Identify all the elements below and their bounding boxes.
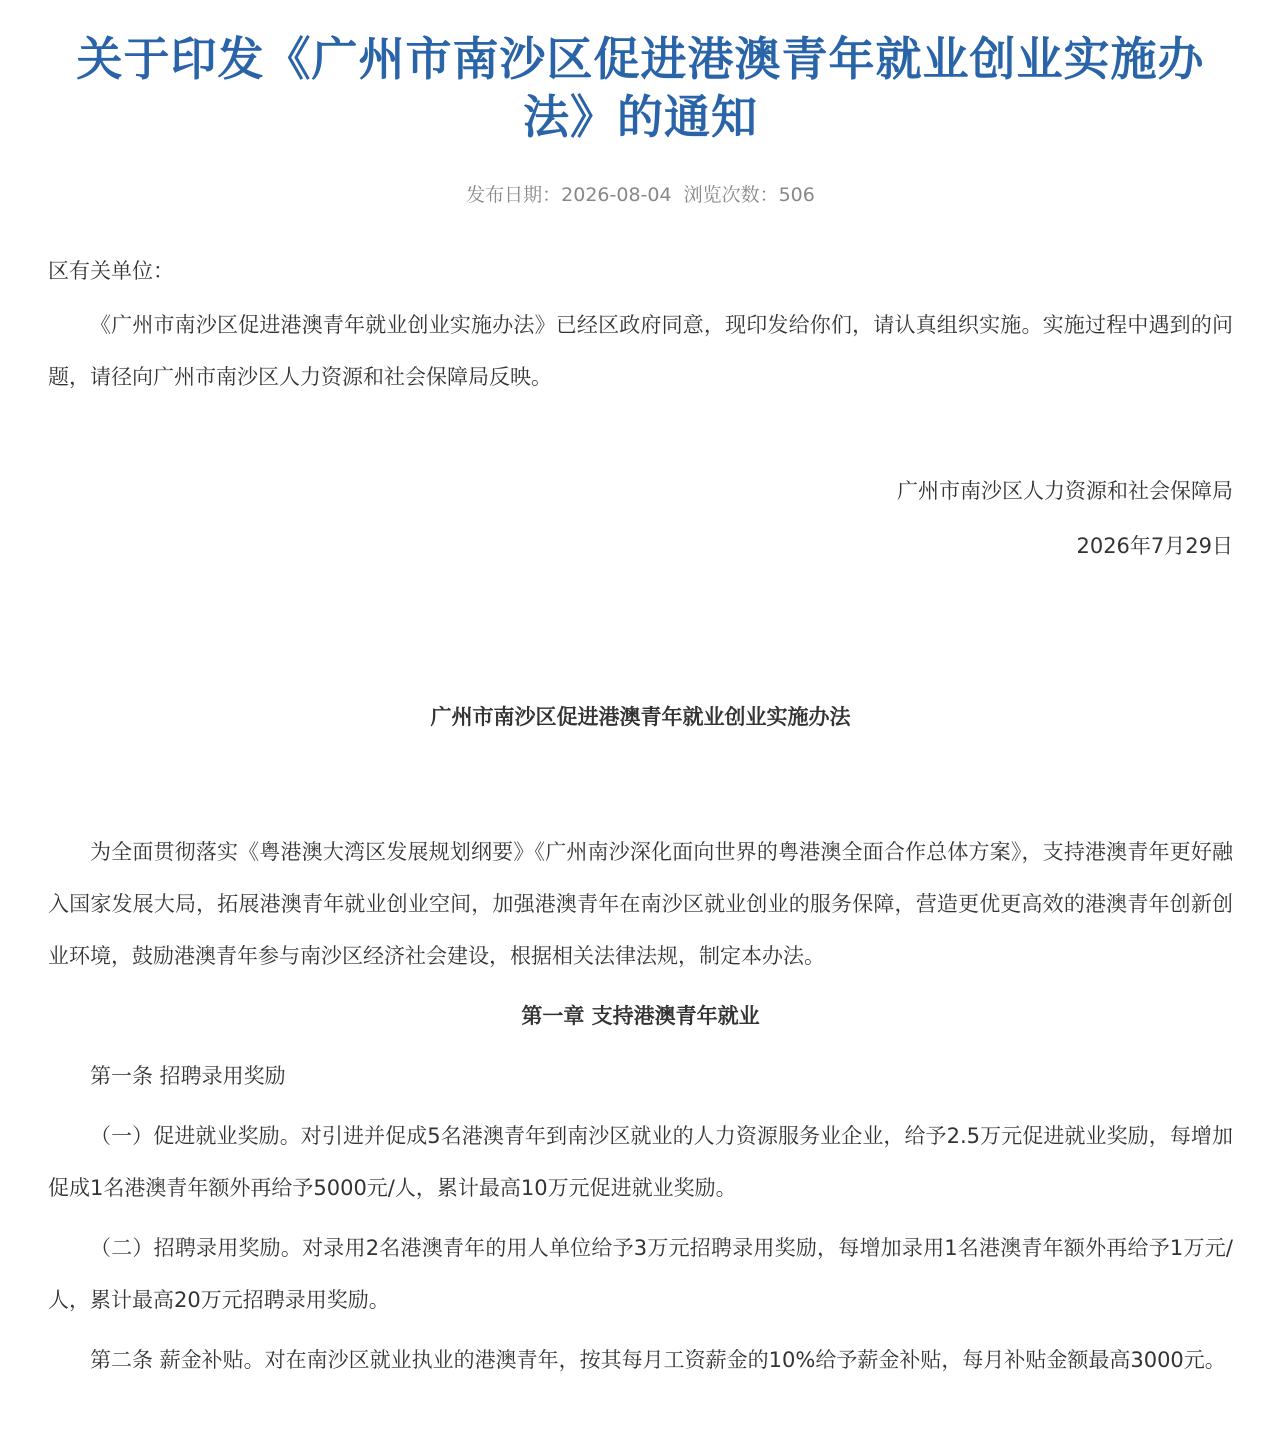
measures-title: 广州市南沙区促进港澳青年就业创业实施办法 xyxy=(430,705,851,729)
article-2: 第二条 薪金补贴。对在南沙区就业执业的港澳青年，按其每月工资薪金的10%给予薪金补贴，每月补贴金额最高3000元。 xyxy=(90,1348,1226,1372)
views-label: 浏览次数： xyxy=(683,184,779,206)
page-title-line1: 关于印发《广州市南沙区促进港澳青年就业创业实施办 xyxy=(76,32,1205,86)
notice-body: 《广州市南沙区促进港澳青年就业创业实施办法》已经区政府同意，现印发给你们，请认真组织实施。实施过程中遇到的问题，请径向广州市南沙区人力资源和社会保障局反映。 xyxy=(48,313,1233,389)
article-1-title: 第一条 招聘录用奖励 xyxy=(90,1064,286,1088)
article-1-item-2: （二）招聘录用奖励。对录用2名港澳青年的用人单位给予3万元招聘录用奖励，每增加录用1名港澳青年额外再给予1万元/人，累计最高20万元招聘录用奖励。 xyxy=(48,1236,1233,1312)
publish-date: 2026-08-04 xyxy=(561,184,672,206)
measures-preamble: 为全面贯彻落实《粤港澳大湾区发展规划纲要》《广州南沙深化面向世界的粤港澳全面合作总体方案》，支持港澳青年更好融入国家发展大局，拓展港澳青年就业创业空间，加强港澳青年在南沙区就业创业的服务保障，营造更优更高效的港澳青年创新创业环境，鼓励港澳青年参与南沙区经济社会建设，根据相关法律法规，制定本办法。 xyxy=(48,840,1233,968)
issuer-signature: 广州市南沙区人力资源和社会保障局 xyxy=(897,479,1233,503)
views-count: 506 xyxy=(778,184,815,206)
publish-date-label: 发布日期： xyxy=(466,184,562,206)
salutation: 区有关单位： xyxy=(48,259,174,283)
publish-meta xyxy=(48,182,1233,208)
article-1-item-1: （一）促进就业奖励。对引进并促成5名港澳青年到南沙区就业的人力资源服务业企业，给予2.5万元促进就业奖励，每增加促成1名港澳青年额外再给予5000元/人，累计最高10万元促进就业奖励。 xyxy=(48,1124,1233,1200)
page-title xyxy=(48,0,1233,146)
issue-date: 2026年7月29日 xyxy=(1076,534,1233,558)
page-title-line2: 法》的通知 xyxy=(523,90,758,144)
chapter-title: 第一章 支持港澳青年就业 xyxy=(521,1004,760,1028)
